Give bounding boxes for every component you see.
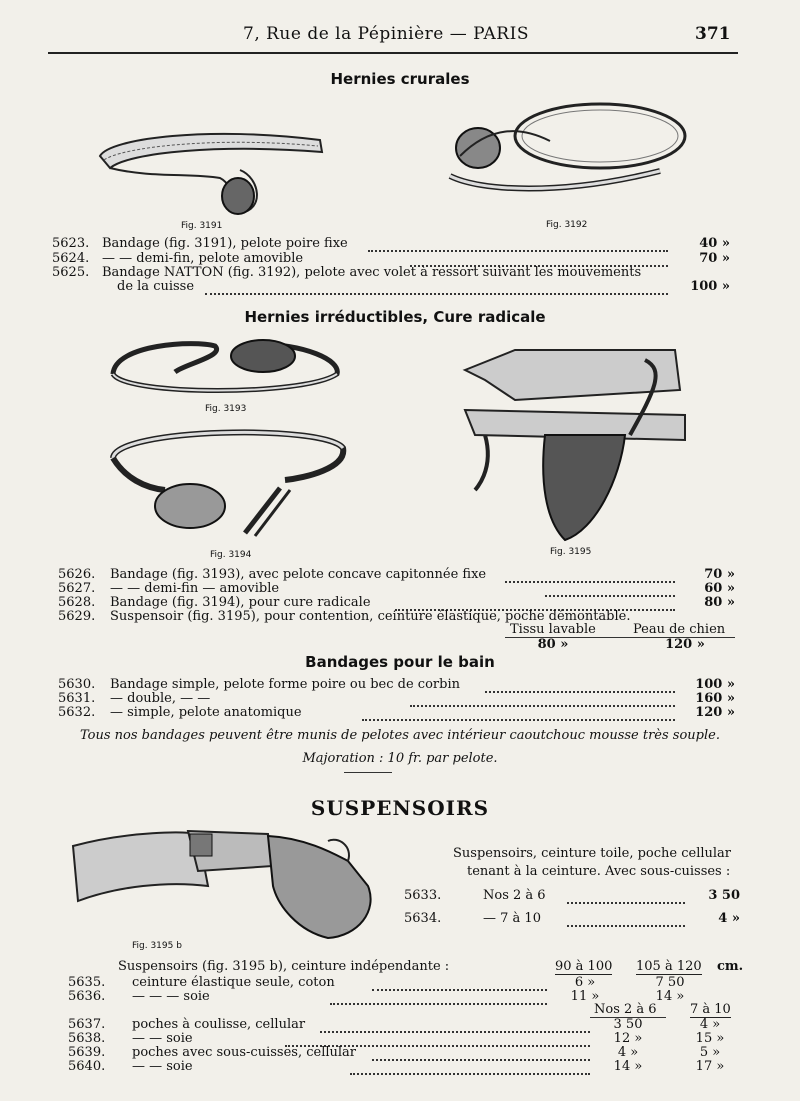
leader-dots xyxy=(368,250,668,252)
list-item: 5631. — double, — — xyxy=(58,691,211,706)
table-cell: 15 » xyxy=(695,1031,725,1046)
suspensory-illustration-3195b xyxy=(68,826,388,941)
section-title-irreductibles: Hernies irréductibles, Cure radicale xyxy=(244,308,546,326)
table-cell: 11 » xyxy=(570,989,600,1004)
list-item-num: 5633. xyxy=(404,888,442,903)
col-header-90: 90 à 100 xyxy=(555,959,613,974)
description-line: Suspensoirs, ceinture toile, poche cellular xyxy=(453,846,732,861)
leader-dots xyxy=(320,1031,590,1033)
leader-dots xyxy=(372,989,547,991)
section-title-bain: Bandages pour le bain xyxy=(305,653,495,671)
table-cell: 4 » xyxy=(699,1017,721,1032)
list-item: 5623. Bandage (fig. 3191), pelote poire fixe xyxy=(52,236,348,251)
list-item-label: Nos 2 à 6 xyxy=(483,888,546,903)
price: 160 » xyxy=(695,691,735,706)
table-row: 5636. — — — soie xyxy=(68,989,210,1004)
unit-label: cm. xyxy=(717,959,744,974)
col-header-nos: Nos 2 à 6 xyxy=(594,1002,657,1017)
price: 3 50 xyxy=(708,888,740,903)
leader-dots xyxy=(362,719,675,721)
price: 4 » xyxy=(718,911,740,926)
figure-caption-3191: Fig. 3191 xyxy=(181,221,223,231)
list-item-label: — 7 à 10 xyxy=(483,911,541,926)
price: 100 » xyxy=(695,677,735,692)
leader-dots xyxy=(545,595,675,597)
table-cell: 17 » xyxy=(695,1059,725,1074)
figure-caption-3195: Fig. 3195 xyxy=(550,547,592,557)
table-cell: 14 » xyxy=(655,989,685,1004)
truss-illustration-3191 xyxy=(90,118,330,218)
leader-dots xyxy=(567,902,685,904)
figure-caption-3192: Fig. 3192 xyxy=(546,220,588,230)
table-cell: 6 » xyxy=(574,975,596,990)
price: 120 » xyxy=(695,705,735,720)
list-item: 5630. Bandage simple, pelote forme poire ou bec de corbin xyxy=(58,677,460,692)
list-item: 5625. Bandage NATTON (fig. 3192), pelote avec volet à ressort suivant les mouvements xyxy=(52,265,642,280)
page-number: 371 xyxy=(695,24,731,44)
description-line: tenant à la ceinture. Avec sous-cuisses : xyxy=(467,864,731,879)
table-row: 5639. poches avec sous-cuisses, cellular xyxy=(68,1045,357,1060)
price: 120 » xyxy=(665,637,705,652)
price: 70 » xyxy=(699,251,730,266)
figure-caption-3194: Fig. 3194 xyxy=(210,550,252,560)
table-row: 5635. ceinture élastique seule, coton xyxy=(68,975,335,990)
leader-dots xyxy=(205,293,668,295)
section-title-crurales: Hernies crurales xyxy=(330,70,470,88)
col-header-peau: Peau de chien xyxy=(633,622,726,637)
list-item: 5627. — — demi-fin — amovible xyxy=(58,581,280,596)
leader-dots xyxy=(485,691,675,693)
leader-dots xyxy=(410,705,675,707)
leader-dots xyxy=(330,1003,547,1005)
leader-dots xyxy=(372,1059,590,1061)
list-item-num: 5634. xyxy=(404,911,442,926)
table-cell: 14 » xyxy=(613,1059,643,1074)
table-cell: 3 50 xyxy=(613,1017,643,1032)
col-header-7-10: 7 à 10 xyxy=(690,1002,731,1017)
leader-dots xyxy=(567,925,685,927)
list-item: de la cuisse xyxy=(117,279,195,294)
list-item: 5624. — — demi-fin, pelote amovible xyxy=(52,251,304,266)
table-row: 5638. — — soie xyxy=(68,1031,193,1046)
header-rule xyxy=(48,52,738,54)
page-header xyxy=(0,24,800,50)
col-header-tissu: Tissu lavable xyxy=(510,622,596,637)
table-row: 5640. — — soie xyxy=(68,1059,193,1074)
table-row: 5637. poches à coulisse, cellular xyxy=(68,1017,306,1032)
suspensory-illustration-3195 xyxy=(455,340,695,545)
truss-illustration-3194 xyxy=(105,418,350,543)
figure-caption-3195b: Fig. 3195 b xyxy=(132,941,182,951)
table-cell: 12 » xyxy=(613,1031,643,1046)
list-item: 5632. — simple, pelote anatomique xyxy=(58,705,302,720)
truss-illustration-3192 xyxy=(440,96,690,211)
note-majoration: Majoration : 10 fr. par pelote. xyxy=(302,751,498,766)
price: 70 » xyxy=(704,567,735,582)
table-cell: 4 » xyxy=(617,1045,639,1060)
list-item: 5626. Bandage (fig. 3193), avec pelote concave capitonnée fixe xyxy=(58,567,487,582)
section-title-suspensoirs: SUSPENSOIRS xyxy=(310,796,490,820)
table-cell: 5 » xyxy=(699,1045,721,1060)
table-title: Suspensoirs (fig. 3195 b), ceinture indépendante : xyxy=(118,959,450,974)
leader-dots xyxy=(350,1073,590,1075)
note-pelotes: Tous nos bandages peuvent être munis de pelotes avec intérieur caoutchouc mousse très souple. xyxy=(80,728,720,743)
figure-caption-3193: Fig. 3193 xyxy=(205,404,247,414)
price: 60 » xyxy=(704,581,735,596)
price: 40 » xyxy=(699,236,730,251)
list-item: 5629. Suspensoir (fig. 3195), pour contention, ceinture élastique, poche démontable. xyxy=(58,609,631,624)
header-address: 7, Rue de la Pépinière — PARIS xyxy=(243,24,529,44)
col-header-105: 105 à 120 xyxy=(636,959,702,974)
list-item: 5628. Bandage (fig. 3194), pour cure radicale xyxy=(58,595,371,610)
price: 80 » xyxy=(537,637,569,652)
majoration-underline xyxy=(344,772,392,773)
table-cell: 7 50 xyxy=(655,975,685,990)
price: 80 » xyxy=(704,595,735,610)
price: 100 » xyxy=(690,279,730,294)
leader-dots xyxy=(505,581,675,583)
truss-illustration-3193 xyxy=(105,334,345,404)
